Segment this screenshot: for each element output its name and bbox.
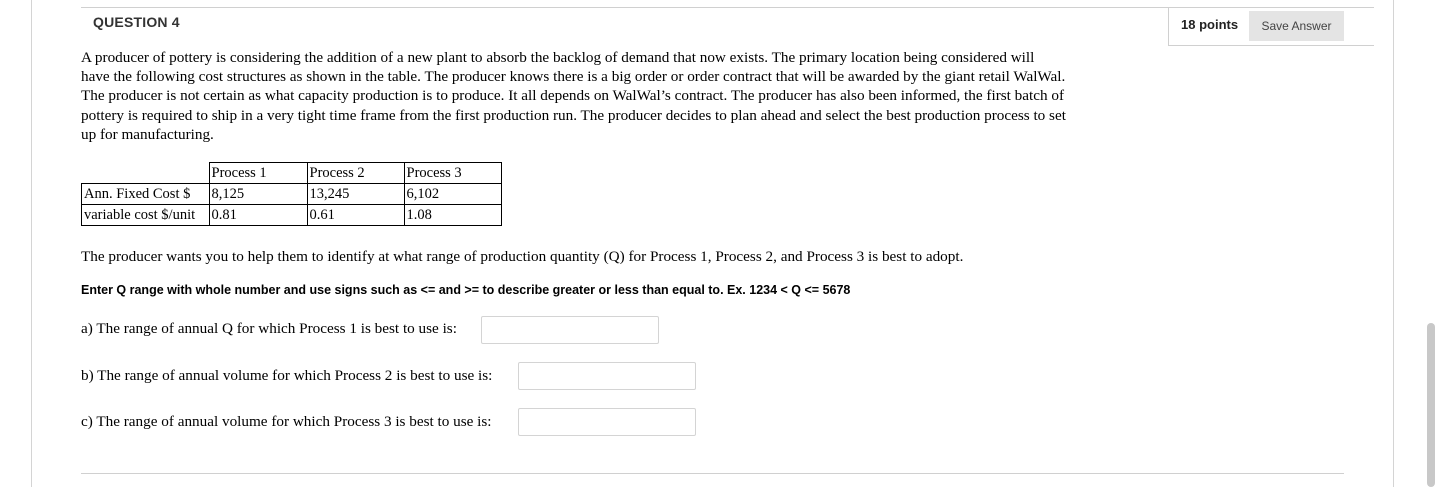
table-row (82, 205, 502, 226)
table-row (82, 184, 502, 205)
table-cell: 8,125 (209, 184, 307, 205)
table-cell: 0.61 (307, 205, 404, 226)
table-header-row (82, 163, 502, 184)
page-scrollbar[interactable] (1427, 323, 1435, 487)
cost-table (81, 162, 502, 226)
part-c-answer-input[interactable] (518, 408, 696, 436)
table-cell: 6,102 (404, 184, 501, 205)
table-cell: 1.08 (404, 205, 501, 226)
table-cell: 0.81 (209, 205, 307, 226)
part-a-answer-input[interactable] (481, 316, 659, 344)
table-header-cell: Process 1 (209, 163, 307, 184)
part-b-answer-input[interactable] (518, 362, 696, 390)
question-prompt: The producer wants you to help them to identify at what range of production quantity (Q) for Process 1, Process 2, and Process 3 is best to adopt. (81, 248, 964, 265)
table-header-cell: Process 3 (404, 163, 501, 184)
points-label: 18 points (1181, 17, 1239, 32)
part-a-label: a) The range of annual Q for which Process 1 is best to use is: (81, 320, 457, 337)
table-header-cell: Process 2 (307, 163, 404, 184)
question-paragraph: A producer of pottery is considering the addition of a new plant to absorb the backlog of demand that now exists. The primary location being considered will have the following cost structures as shown in the table. The producer knows there is a big order or order contract that will be awarded by the giant retail WalWal. The producer is not certain as what capacity production is to produce. It all depends on WalWal’s contract. The producer has also been informed, the first batch of pottery is required to ship in a very tight time frame from the first production run. The producer decides to plan ahead and select the best production process to set up for manufacturing. (81, 49, 1066, 143)
table-row-label: variable cost $/unit (82, 205, 210, 226)
table-row-label: Ann. Fixed Cost $ (82, 184, 210, 205)
answer-instructions: Enter Q range with whole number and use signs such as <= and >= to describe greater or less than equal to. Ex. 1234 < Q <= 5678 (81, 283, 851, 297)
table-cell: 13,245 (307, 184, 404, 205)
part-c-label: c) The range of annual volume for which Process 3 is best to use is: (81, 413, 492, 430)
table-corner-cell (82, 163, 210, 184)
footer-divider (81, 473, 1344, 474)
save-answer-button[interactable]: Save Answer (1249, 11, 1344, 41)
part-b-label: b) The range of annual volume for which Process 2 is best to use is: (81, 367, 493, 384)
question-title: QUESTION 4 (93, 14, 180, 30)
